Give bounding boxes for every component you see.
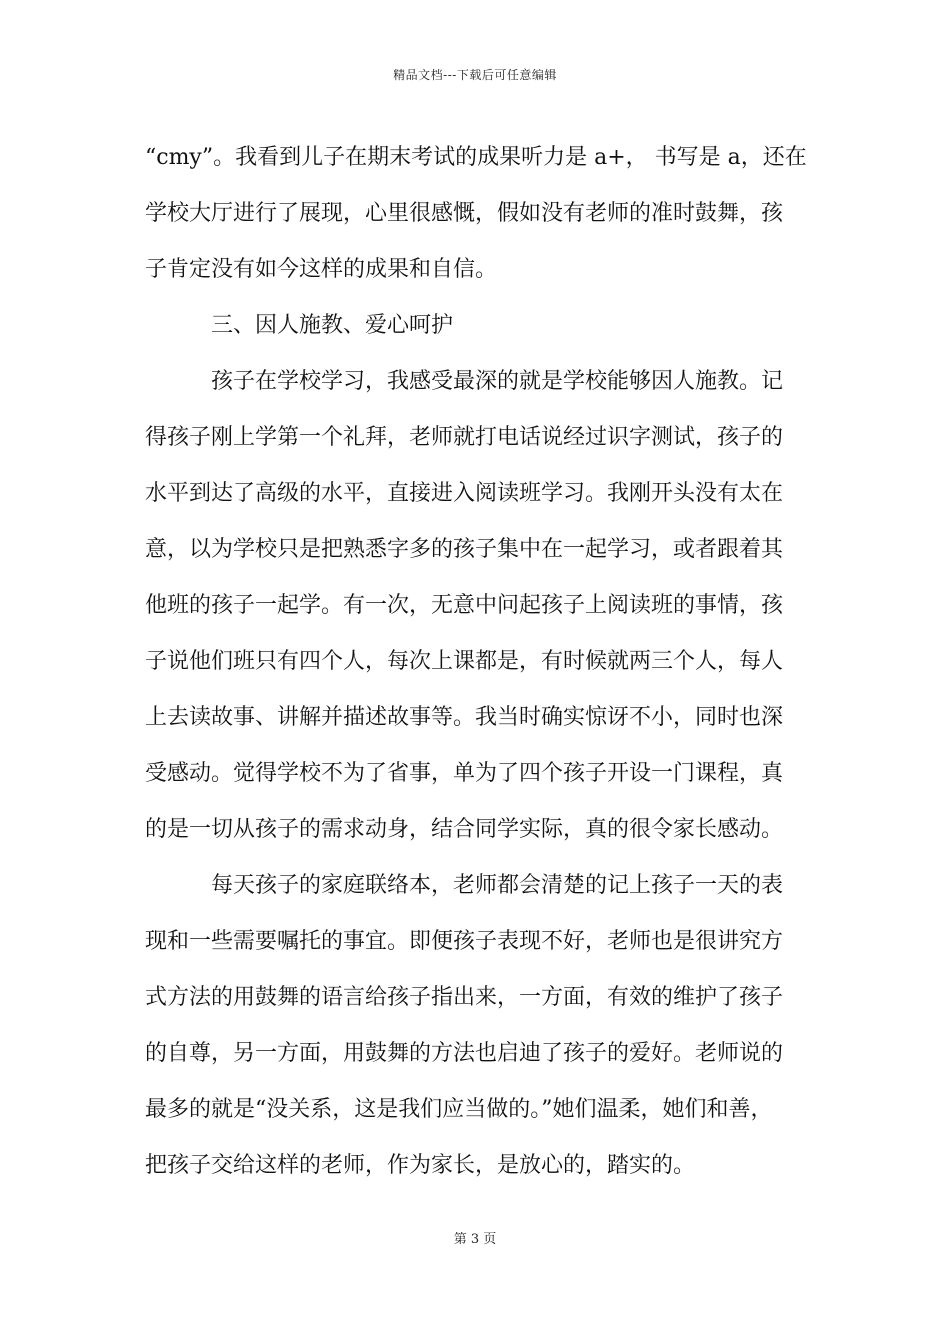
body-line: 水平到达了高级的水平，直接进入阅读班学习。我刚开头没有太在 <box>145 481 784 506</box>
body-line: 式方法的用鼓舞的语言给孩子指出来，一方面，有效的维护了孩子 <box>145 985 784 1010</box>
body-line: 的是一切从孩子的需求动身，结合同学实际，真的很令家长感动。 <box>145 817 784 842</box>
body-line: 意，以为学校只是把熟悉字多的孩子集中在一起学习，或者跟着其 <box>145 537 784 562</box>
body-line: 他班的孩子一起学。有一次，无意中问起孩子上阅读班的事情，孩 <box>145 593 784 618</box>
section-heading: 三、因人施教、爱心呵护 <box>211 313 454 338</box>
body-line: 的自尊，另一方面，用鼓舞的方法也启迪了孩子的爱好。老师说的 <box>145 1041 784 1066</box>
body-line: 每天孩子的家庭联络本，老师都会清楚的记上孩子一天的表 <box>211 873 784 898</box>
body-line: 孩子在学校学习，我感受最深的就是学校能够因人施教。记 <box>211 369 784 394</box>
body-line: 把孩子交给这样的老师，作为家长，是放心的，踏实的。 <box>145 1153 696 1178</box>
body-line: 得孩子刚上学第一个礼拜，老师就打电话说经过识字测试，孩子的 <box>145 425 784 450</box>
document-body <box>145 130 825 1194</box>
body-line: 最多的就是“没关系，这是我们应当做的。”她们温柔，她们和善， <box>145 1097 773 1122</box>
body-line: 受感动。觉得学校不为了省事，单为了四个孩子开设一门课程，真 <box>145 761 784 786</box>
body-line: 学校大厅进行了展现，心里很感慨，假如没有老师的准时鼓舞，孩 <box>145 201 784 226</box>
body-line: 子肯定没有如今这样的成果和自信。 <box>145 257 498 282</box>
body-line: 子说他们班只有四个人，每次上课都是，有时候就两三个人，每人 <box>145 649 784 674</box>
body-line: “cmy”。我看到儿子在期末考试的成果听力是 a+， 书写是 a，还在 <box>145 145 807 170</box>
page-header: 精品文档---下载后可任意编辑 <box>393 68 557 82</box>
body-line: 上去读故事、讲解并描述故事等。我当时确实惊讶不小，同时也深 <box>145 705 784 730</box>
page-number: 第 3 页 <box>453 1232 497 1247</box>
body-line: 现和一些需要嘱托的事宜。即便孩子表现不好，老师也是很讲究方 <box>145 929 784 954</box>
